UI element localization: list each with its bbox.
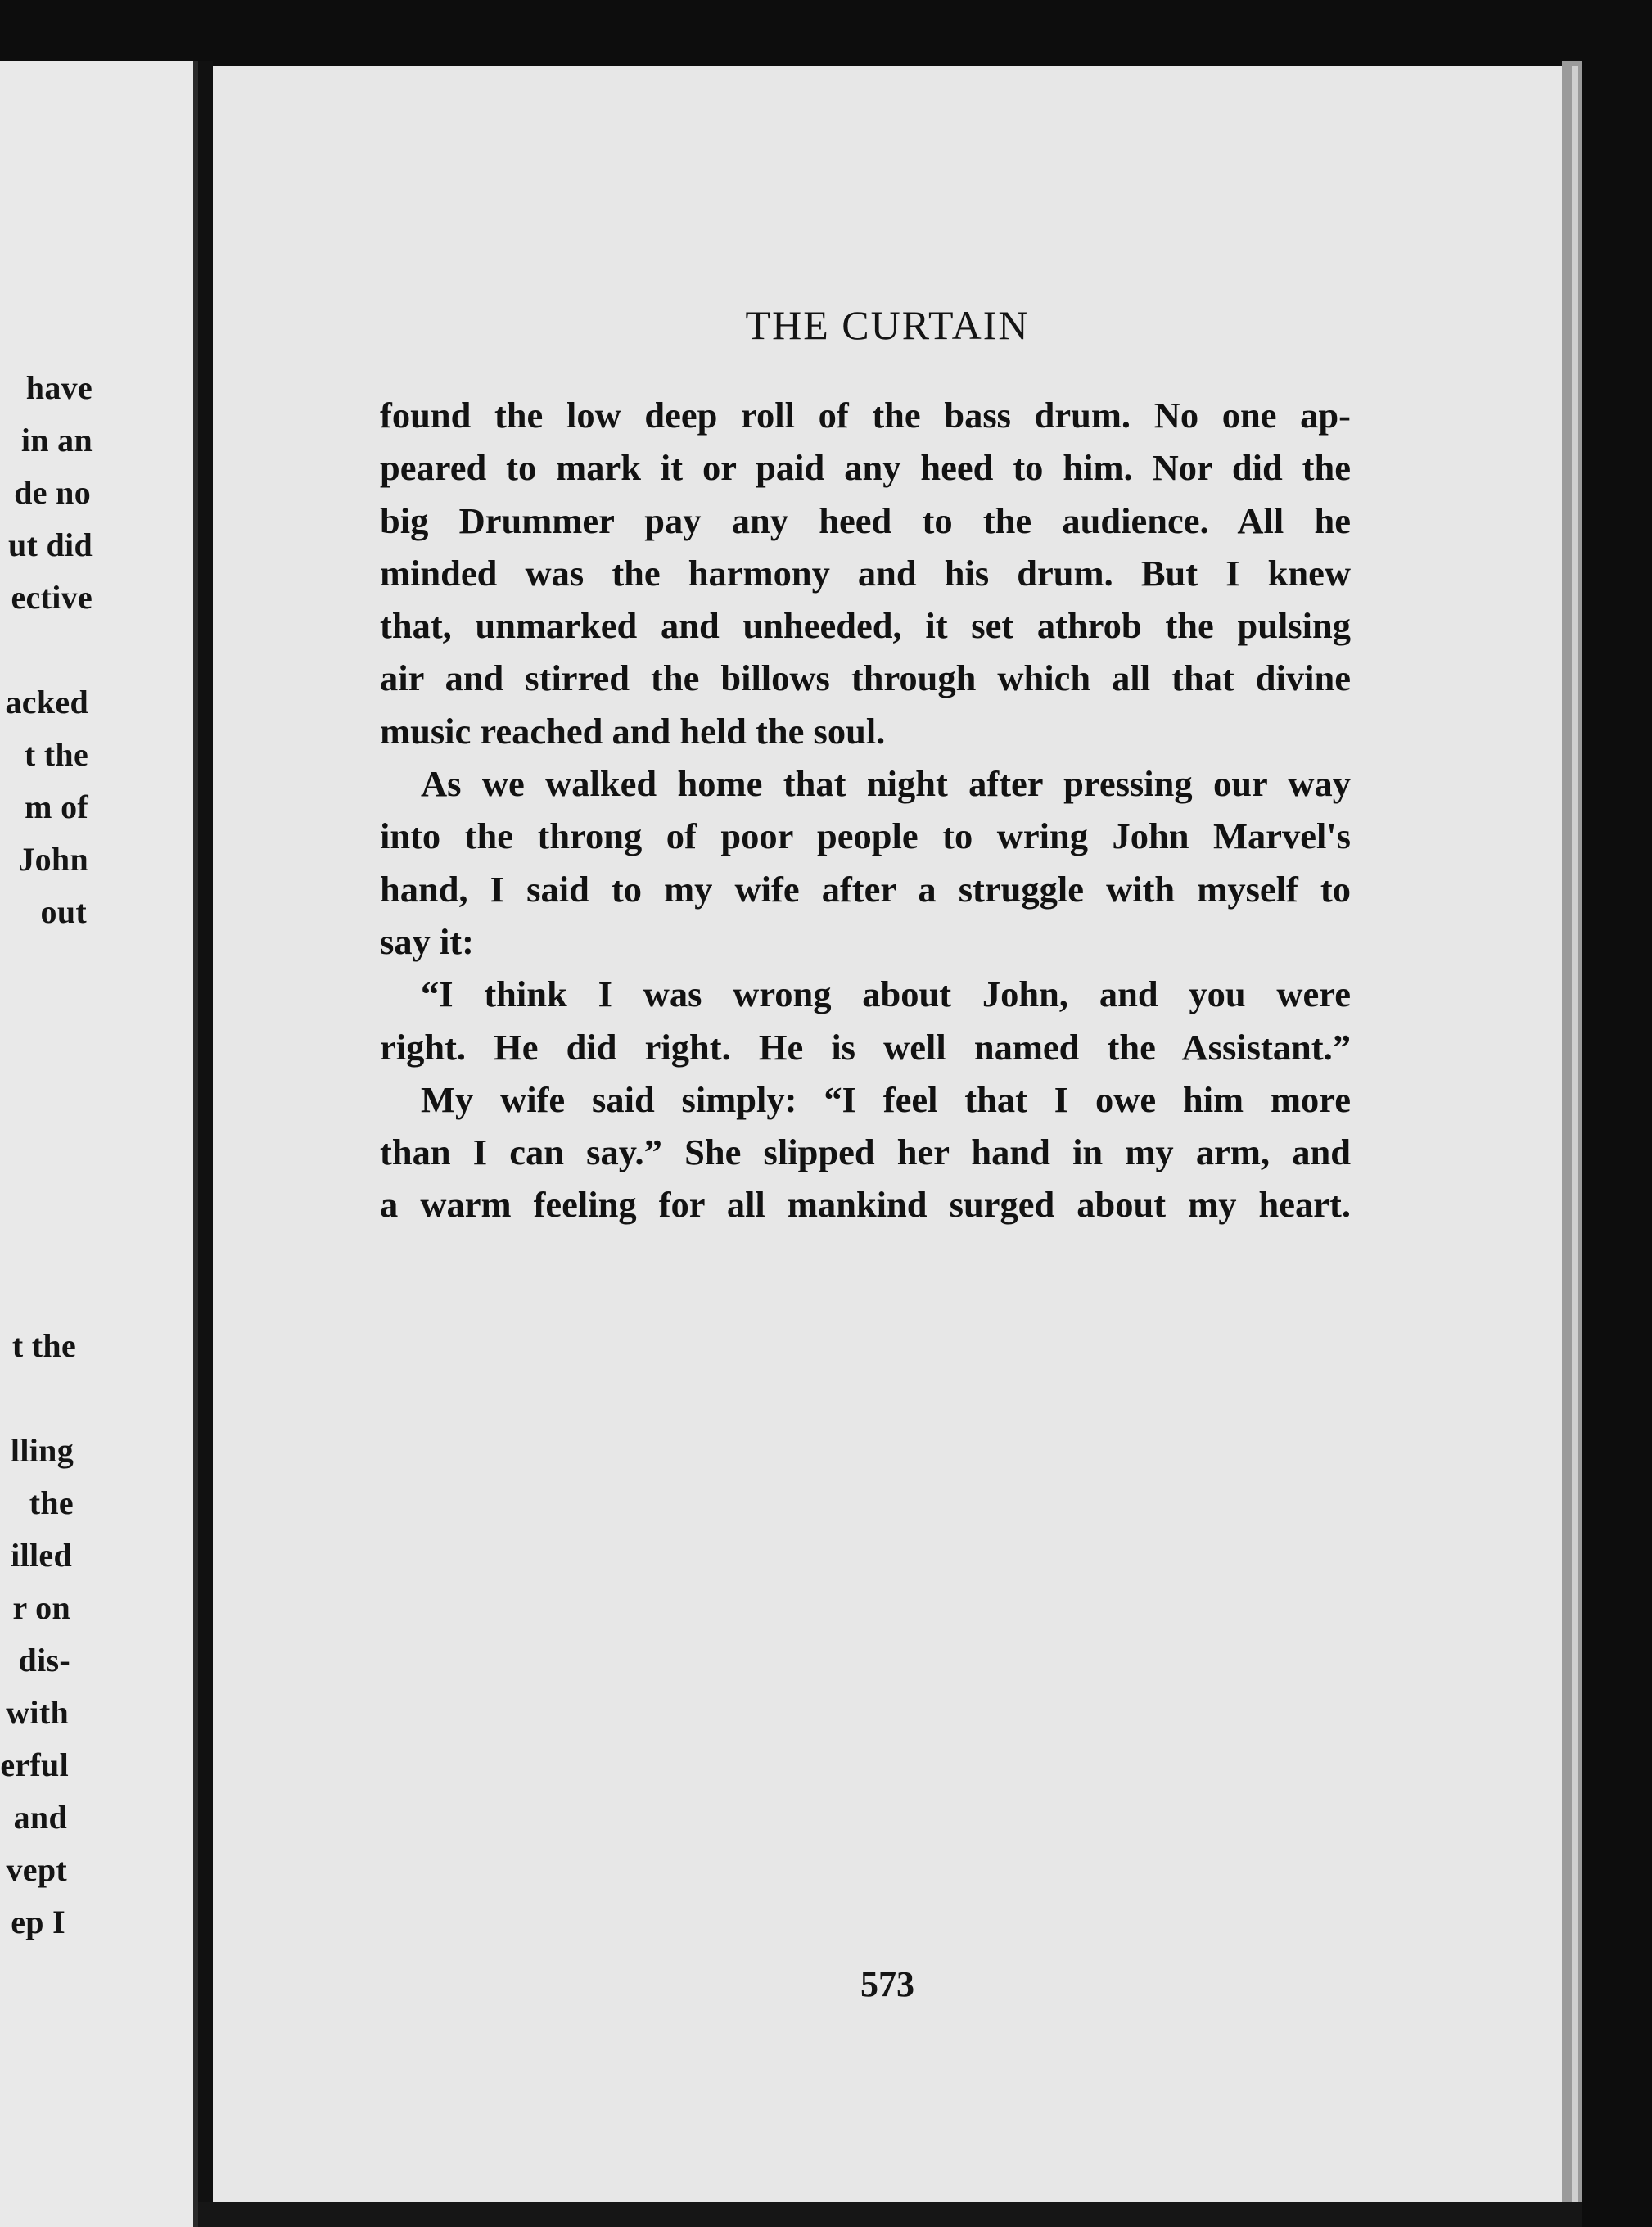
- previous-page-text: r on: [12, 1589, 70, 1626]
- previous-page-text: lling: [10, 1432, 74, 1469]
- previous-page-text: have: [25, 369, 93, 406]
- text-line: that, unmarked and unheeded, it set athrob the pulsing: [380, 605, 1351, 647]
- text-line: say it:: [380, 920, 474, 962]
- previous-page-text: de no: [14, 474, 91, 511]
- text-line: As we walked home that night after pressing our way: [421, 763, 1351, 805]
- previous-page-text: ut did: [8, 526, 93, 563]
- text-line: a warm feeling for all mankind surged about my heart.: [380, 1184, 1351, 1226]
- previous-page-text: out: [40, 893, 87, 930]
- previous-page-text: dis-: [18, 1642, 70, 1678]
- previous-page-text: in an: [20, 422, 93, 458]
- previous-page-text: t the: [11, 1327, 76, 1364]
- previous-page-text: m of: [25, 788, 88, 825]
- text-line: peared to mark it or paid any heed to him. Nor did the: [380, 447, 1351, 489]
- text-line: My wife said simply: “I feel that I owe him more: [421, 1078, 1351, 1120]
- previous-page-text: t the: [24, 736, 88, 773]
- text-line: music reached and held the soul.: [380, 710, 886, 752]
- previous-page-text: with: [6, 1694, 69, 1731]
- previous-page-text: illed: [11, 1537, 72, 1574]
- book-page: [213, 66, 1562, 2202]
- scan-bottom-border: [198, 2202, 1582, 2227]
- page-edge-highlight: [1572, 66, 1578, 2211]
- previous-page-text: ective: [11, 579, 93, 616]
- text-line: found the low deep roll of the bass drum. No one ap-: [380, 395, 1351, 436]
- text-line: minded was the harmony and his drum. But I knew: [380, 552, 1351, 594]
- text-line: than I can say.” She slipped her hand in my arm, and: [380, 1132, 1351, 1173]
- running-head: THE CURTAIN: [745, 302, 1030, 348]
- body-text: [380, 389, 1351, 1231]
- text-line: air and stirred the billows through which all that divine: [380, 657, 1351, 699]
- text-line: hand, I said to my wife after a struggle with myself to: [380, 868, 1351, 910]
- previous-page-fragment: [0, 61, 195, 2227]
- previous-page-text: vept: [6, 1851, 67, 1888]
- previous-page-text: acked: [5, 684, 88, 720]
- previous-page-text: John: [18, 841, 88, 878]
- text-line: into the throng of poor people to wring John Marvel's: [380, 815, 1351, 857]
- previous-page-text: the: [29, 1484, 74, 1521]
- text-line: right. He did right. He is well named the Assistant.”: [380, 1026, 1351, 1068]
- previous-page-text: erful: [0, 1746, 69, 1783]
- page-number: 573: [860, 1964, 914, 2004]
- previous-page-text: ep I: [11, 1904, 65, 1940]
- page-gutter: [198, 61, 213, 2227]
- text-line: big Drummer pay any heed to the audience. All he: [380, 499, 1351, 541]
- text-line: “I think I was wrong about John, and you were: [421, 973, 1351, 1015]
- previous-page-text: and: [13, 1799, 67, 1836]
